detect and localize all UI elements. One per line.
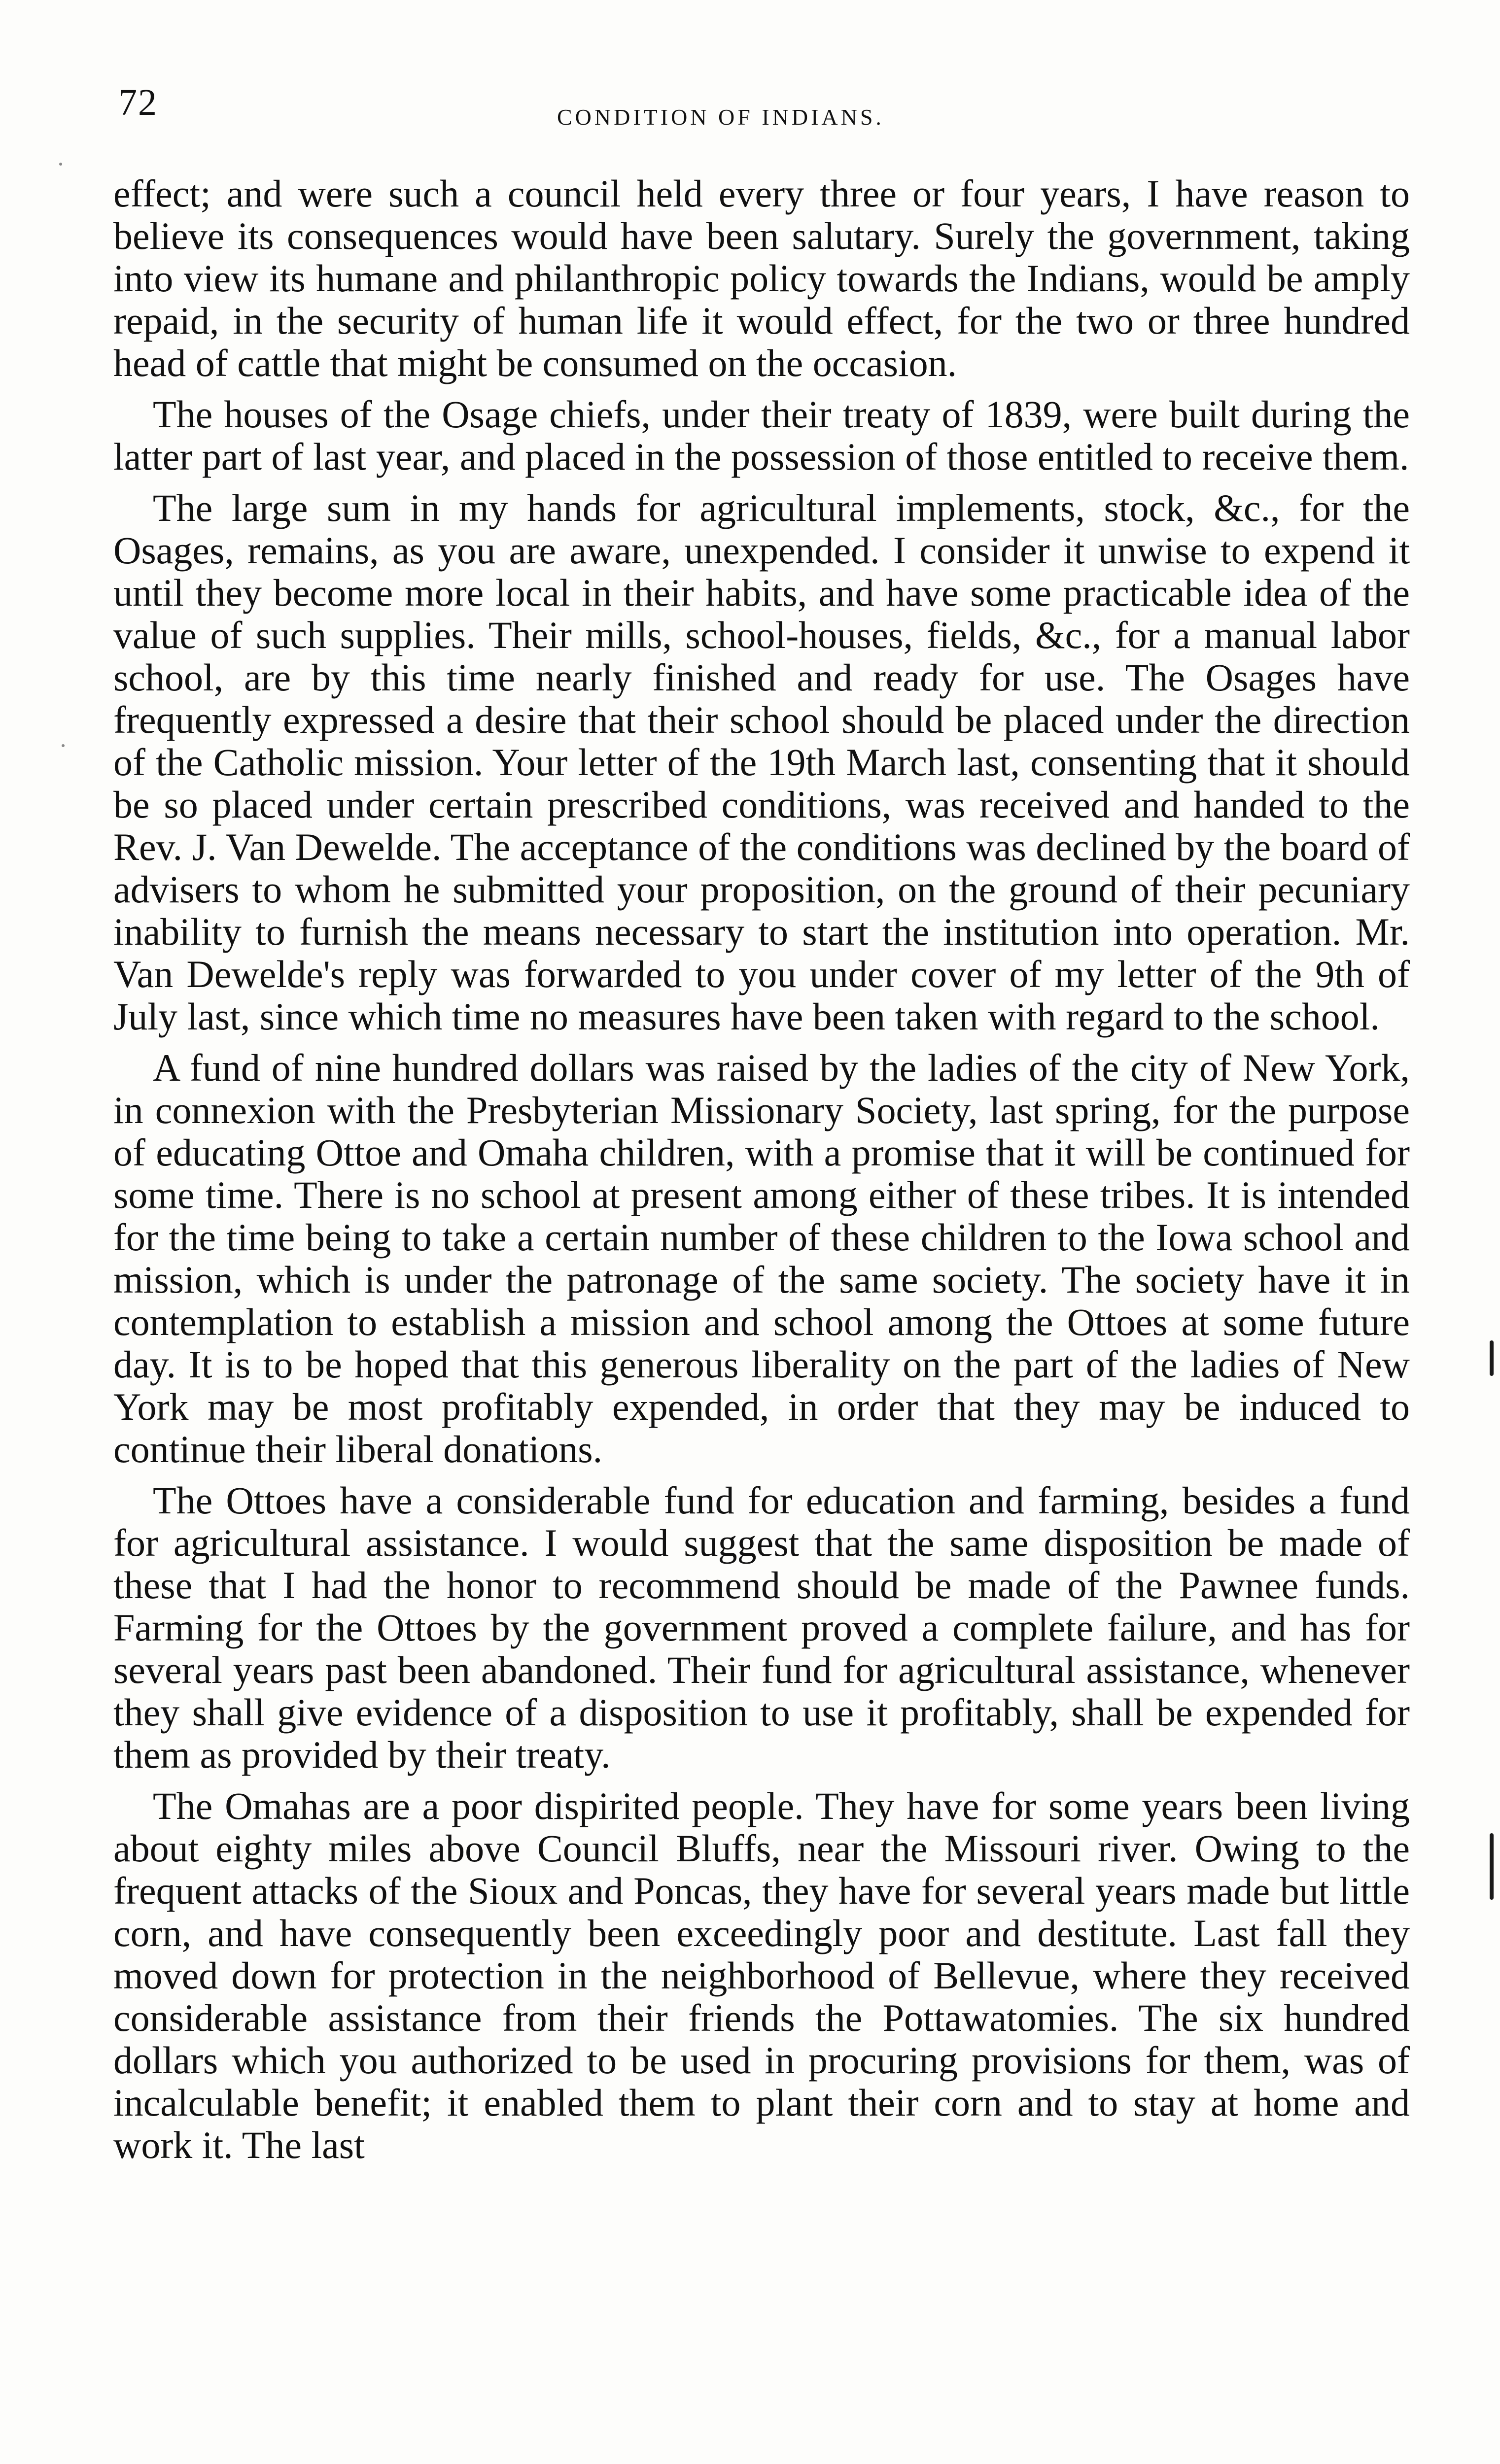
paragraph-new-york-fund: A fund of nine hundred dollars was raised by the ladies of the city of New York, in connexion with the Presbyterian Missionary Society, last spring, for the purpose of educating Ottoe and Omaha children, with a promise that it will be continued for some time. There is no school at present among either of these tribes. It is intended for the time being to take a certain number of these children to the Iowa school and mission, which is under the patronage of the same society. The society have it in contemplation to establish a mission and school among the Ottoes at some future day. It is to be hoped that this generous liberality on the part of the ladies of New York may be most profitably expended, in order that they may be induced to continue their liberal donations. xyxy=(113,1046,1410,1471)
margin-mark xyxy=(1490,1340,1494,1376)
page-number: 72 xyxy=(118,82,158,123)
paragraph-osage-funds: The large sum in my hands for agricultural implements, stock, &c., for the Osages, remains, as you are aware, unexpended. I consider it unwise to expend it until they become more local in their habits, and have some practicable idea of the value of such supplies. Their mills, school-houses, fields, &c., for a manual labor school, are by this time nearly finished and ready for use. The Osages have frequently expressed a desire that their school should be placed under the direction of the Catholic mission. Your letter of the 19th March last, consenting that it should be so placed under certain prescribed conditions, was received and handed to the Rev. J. Van Dewelde. The acceptance of the conditions was declined by the board of advisers to whom he submitted your proposition, on the ground of their pecuniary inability to furnish the means necessary to start the institution into operation. Mr. Van Dewelde's reply was forwarded to you under cover of my letter of the 9th of July last, since which time no measures have been taken with regard to the school. xyxy=(113,486,1410,1038)
paragraph-continuation: effect; and were such a council held every three or four years, I have reason to believe its consequences would have been salutary. Surely the government, taking into view its humane and philanthropic policy towards the Indians, would be amply repaid, in the security of human life it would effect, for the two or three hundred head of cattle that might be consumed on the occasion. xyxy=(113,172,1410,384)
running-head: CONDITION OF INDIANS. xyxy=(557,104,884,130)
scan-speck xyxy=(62,744,65,747)
body-text xyxy=(113,172,1410,2166)
margin-mark xyxy=(1490,1833,1494,1900)
paragraph-ottoes: The Ottoes have a considerable fund for education and farming, besides a fund for agricultural assistance. I would suggest that the same disposition be made of these that I had the honor to recommend should be made of the Pawnee funds. Farming for the Ottoes by the government proved a complete failure, and has for several years past been abandoned. Their fund for agricultural assistance, whenever they shall give evidence of a disposition to use it profitably, shall be expended for them as provided by their treaty. xyxy=(113,1479,1410,1776)
paragraph-omahas: The Omahas are a poor dispirited people. They have for some years been living about eighty miles above Council Bluffs, near the Missouri river. Owing to the frequent attacks of the Sioux and Poncas, they have for several years made but little corn, and have consequently been exceedingly poor and destitute. Last fall they moved down for protection in the neighborhood of Bellevue, where they received considerable assistance from their friends the Pottawatomies. The six hundred dollars which you authorized to be used in procuring provisions for them, was of incalculable benefit; it enabled them to plant their corn and to stay at home and work it. The last xyxy=(113,1784,1410,2166)
scan-speck xyxy=(59,163,62,166)
paragraph-osage-houses: The houses of the Osage chiefs, under their treaty of 1839, were built during the latter part of last year, and placed in the possession of those entitled to receive them. xyxy=(113,393,1410,478)
